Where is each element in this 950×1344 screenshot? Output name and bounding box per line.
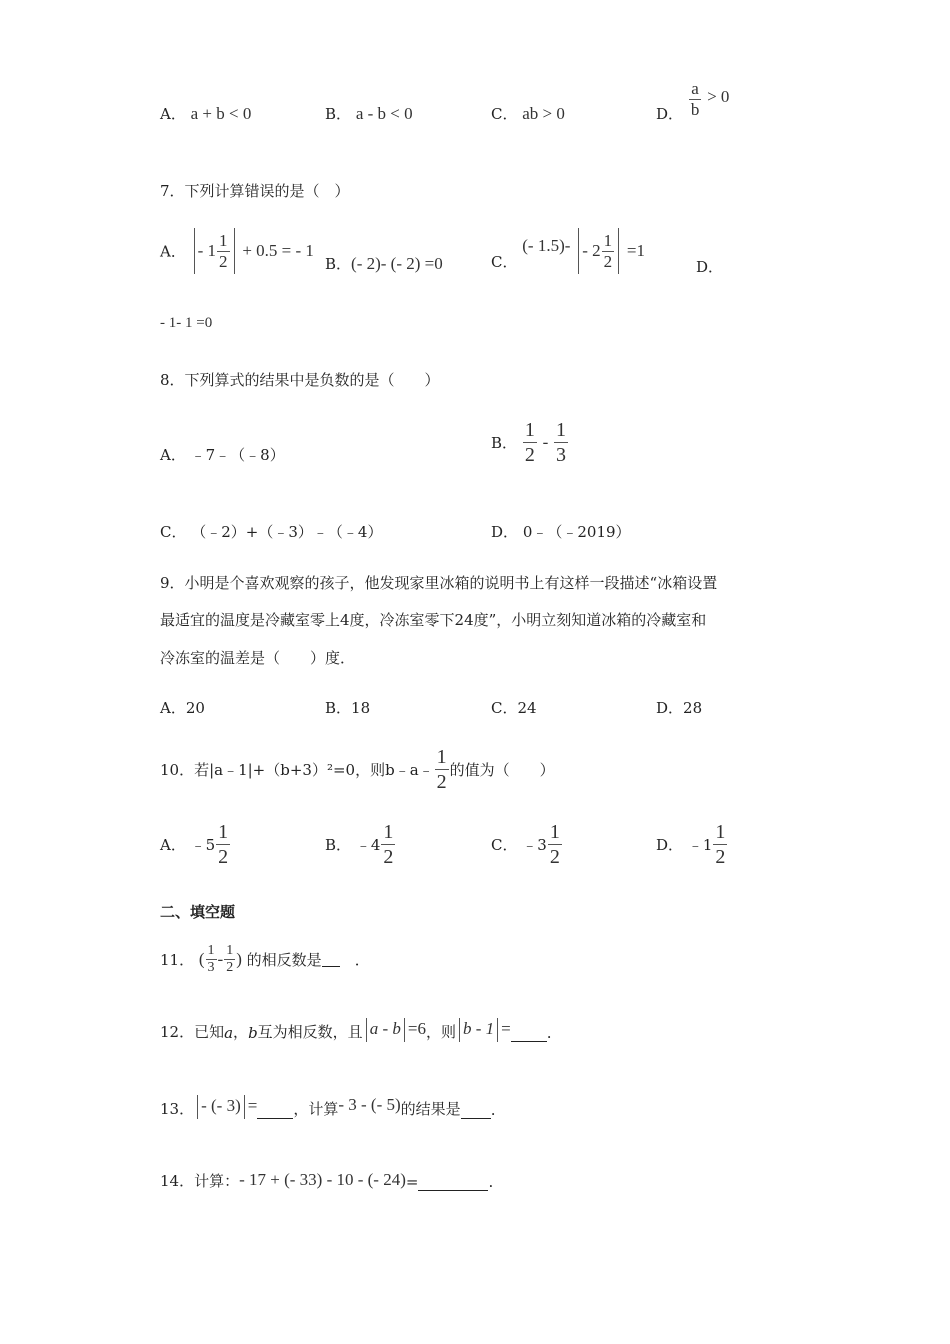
q9-option-b: B．18 (325, 699, 371, 717)
q9-stem-line3: 冷冻室的温差是（ ）度． (160, 649, 356, 667)
q7-option-d-expr: - 1- 1 =0 (160, 315, 213, 331)
q9-option-d: D．28 (656, 699, 703, 717)
q14: 14．计算：- 17 + (- 33) - 10 - (- 24)= . (160, 1170, 494, 1191)
q8-option-d: D． 0﹣（﹣2019） (491, 523, 631, 541)
q13: 13． - (- 3) = ，计算- 3 - (- 5)的结果是 . (160, 1095, 496, 1119)
section-title: 二、填空题 (160, 903, 236, 921)
q6-option-b: B． a - b < 0 (325, 104, 413, 123)
q12: 12．已知a，b互为相反数，且 a - b =6，则 b - 1 = . (160, 1019, 552, 1042)
q7-option-d-label: D． (696, 258, 724, 276)
q10-stem: 10．若|a﹣1|+（b+3）²=0，则b﹣a﹣ $\frac{1}{2}$ 的值为（ ） (160, 746, 555, 793)
q10-option-c: C． ﹣3 $\frac{1}{2}$ (491, 821, 560, 868)
q9-option-a: A．20 (160, 699, 205, 717)
q7-stem: 7．下列计算错误的是（ ） (160, 182, 350, 200)
q8-stem: 8．下列算式的结果中是负数的是（ ） (160, 371, 440, 389)
q6-option-a: A． a + b < 0 (160, 104, 252, 123)
q7-option-b: B．(- 2)- (- 2) =0 (325, 254, 443, 273)
q8-option-c: C． （﹣2）+（﹣3）﹣（﹣4） (160, 523, 383, 541)
q7-option-a: A． - 1 $\frac{1}{2}$ + 0.5 = - 1 (160, 228, 314, 278)
q6-option-c: C． ab > 0 (491, 104, 565, 123)
q6-option-d: D． $\frac{a}{b}$ > 0 (656, 79, 730, 123)
q10-option-d: D． ﹣1 $\frac{1}{2}$ (656, 821, 726, 868)
q10-option-b: B． ﹣4 $\frac{1}{2}$ (325, 821, 394, 868)
q11: 11． ( $\frac{1}{3}$ - $\frac{1}{2}$ ) 的相反数是 ． (160, 943, 370, 975)
q9-stem-line1: 9．小明是个喜欢观察的孩子，他发现家里冰箱的说明书上有这样一段描述“冰箱设置 (160, 574, 718, 592)
q9-stem-line2: 最适宜的温度是冷藏室零上4度，冷冻室零下24度”，小明立刻知道冰箱的冷藏室和 (160, 611, 707, 629)
q9-option-c: C．24 (491, 699, 537, 717)
q10-option-a: A． ﹣5 $\frac{1}{2}$ (160, 821, 229, 868)
q8-option-a: A． ﹣7﹣（﹣8） (160, 446, 285, 464)
q7-option-c: C． (- 1.5)- - 2 $\frac{1}{2}$ =1 (491, 228, 645, 278)
q8-option-b: B． $\frac{1}{2}$ - $\frac{1}{3}$ (491, 419, 567, 466)
